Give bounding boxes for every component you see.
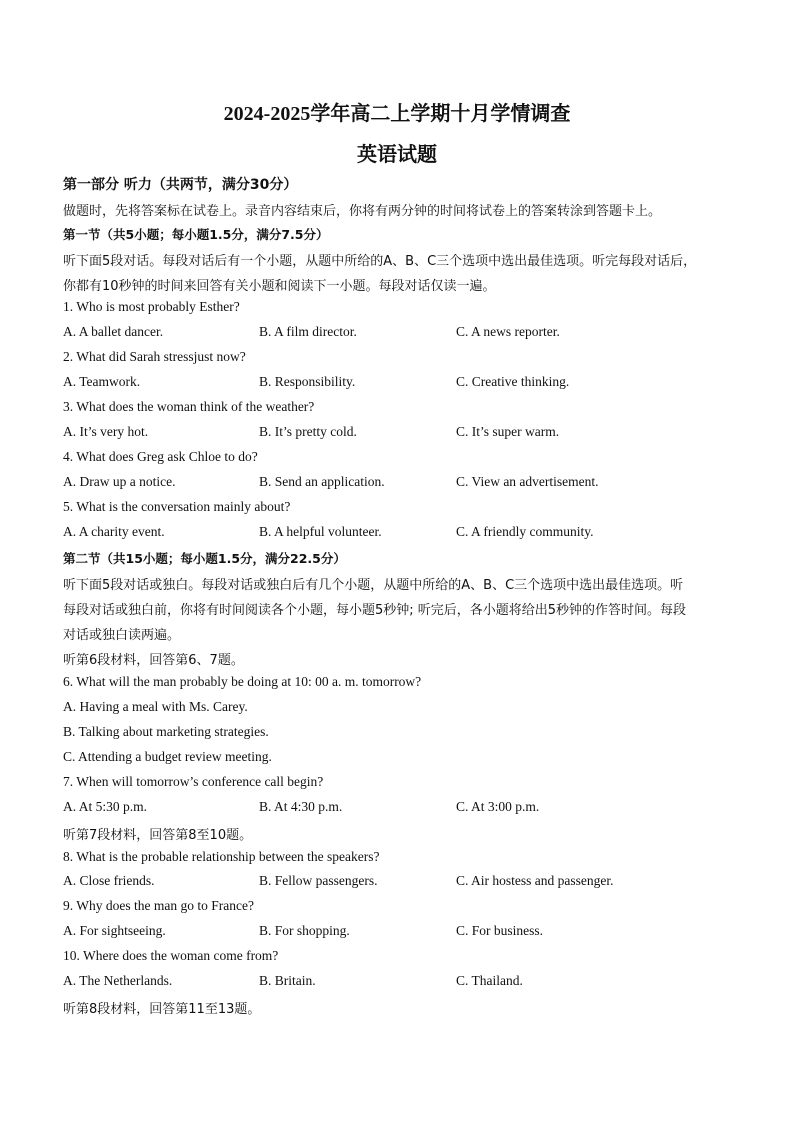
question-1-option-c: C. A news reporter. — [456, 324, 560, 339]
question-4-option-a: A. Draw up a notice. — [63, 474, 176, 489]
section1-heading: 第一节（共5小题；每小题1.5分，满分7.5分） — [63, 227, 329, 242]
section2-instruction-line1: 听下面5段对话或独白。每段对话或独白后有几个小题，从题中所给的A、B、C三个选项中选出最佳选项。听 — [63, 578, 684, 593]
section2-instruction-line3: 对话或独白读两遍。 — [63, 628, 181, 643]
question-10: 10. Where does the woman come from? — [63, 948, 279, 963]
question-6: 6. What will the man probably be doing at 10: 00 a. m. tomorrow? — [63, 674, 422, 689]
question-2-option-b: B. Responsibility. — [259, 374, 356, 389]
question-6-option-b: B. Talking about marketing strategies. — [63, 724, 269, 739]
question-9-option-b: B. For shopping. — [259, 923, 350, 938]
part1-heading: 第一部分 听力（共两节，满分30分） — [63, 177, 298, 193]
question-5-option-a: A. A charity event. — [63, 524, 165, 539]
part1-instruction: 做题时，先将答案标在试卷上。录音内容结束后，你将有两分钟的时间将试卷上的答案转涂到答题卡上。 — [63, 204, 662, 219]
question-1-option-b: B. A film director. — [259, 324, 357, 339]
question-5-option-b: B. A helpful volunteer. — [259, 524, 382, 539]
question-2-option-c: C. Creative thinking. — [456, 374, 570, 389]
section1-instruction-line2: 你都有10秒钟的时间来回答有关小题和阅读下一小题。每段对话仅读一遍。 — [63, 279, 496, 294]
question-10-option-b: B. Britain. — [259, 973, 316, 988]
material-8-label: 听第8段材料，回答第11至13题。 — [63, 1002, 261, 1017]
question-7: 7. When will tomorrow’s conference call begin? — [63, 774, 324, 789]
question-10-option-a: A. The Netherlands. — [63, 973, 173, 988]
exam-subtitle: 英语试题 — [357, 144, 437, 166]
question-4-option-c: C. View an advertisement. — [456, 474, 599, 489]
question-9: 9. Why does the man go to France? — [63, 898, 254, 913]
question-3-option-c: C. It’s super warm. — [456, 424, 560, 439]
question-1: 1. Who is most probably Esther? — [63, 299, 240, 314]
question-2-option-a: A. Teamwork. — [63, 374, 141, 389]
question-3: 3. What does the woman think of the weather? — [63, 399, 315, 414]
question-1-option-a: A. A ballet dancer. — [63, 324, 164, 339]
question-6-option-c: C. Attending a budget review meeting. — [63, 749, 272, 764]
question-7-option-a: A. At 5:30 p.m. — [63, 799, 148, 814]
question-5: 5. What is the conversation mainly about? — [63, 499, 291, 514]
question-4-option-b: B. Send an application. — [259, 474, 385, 489]
question-7-option-c: C. At 3:00 p.m. — [456, 799, 540, 814]
question-9-option-c: C. For business. — [456, 923, 544, 938]
question-8-option-a: A. Close friends. — [63, 873, 155, 888]
exam-title: 2024-2025学年高二上学期十月学情调查 — [223, 103, 571, 125]
question-8: 8. What is the probable relationship between the speakers? — [63, 849, 380, 864]
question-9-option-a: A. For sightseeing. — [63, 923, 166, 938]
question-5-option-c: C. A friendly community. — [456, 524, 594, 539]
question-2: 2. What did Sarah stressjust now? — [63, 349, 246, 364]
question-10-option-c: C. Thailand. — [456, 973, 523, 988]
section1-instruction-line1: 听下面5段对话。每段对话后有一个小题，从题中所给的A、B、C三个选项中选出最佳选项。听完每段对话后， — [63, 254, 697, 269]
question-3-option-a: A. It’s very hot. — [63, 424, 149, 439]
question-8-option-b: B. Fellow passengers. — [259, 873, 378, 888]
question-8-option-c: C. Air hostess and passenger. — [456, 873, 614, 888]
question-7-option-b: B. At 4:30 p.m. — [259, 799, 343, 814]
material-7-label: 听第7段材料，回答第8至10题。 — [63, 828, 253, 843]
question-3-option-b: B. It’s pretty cold. — [259, 424, 357, 439]
section2-heading: 第二节（共15小题；每小题1.5分，满分22.5分） — [63, 551, 346, 566]
section2-instruction-line2: 每段对话或独白前，你将有时间阅读各个小题，每小题5秒钟; 听完后，各小题将给出5秒钟的作答时间。每段 — [63, 603, 687, 618]
question-6-option-a: A. Having a meal with Ms. Carey. — [63, 699, 248, 714]
material-6-label: 听第6段材料，回答第6、7题。 — [63, 653, 244, 668]
question-4: 4. What does Greg ask Chloe to do? — [63, 449, 258, 464]
